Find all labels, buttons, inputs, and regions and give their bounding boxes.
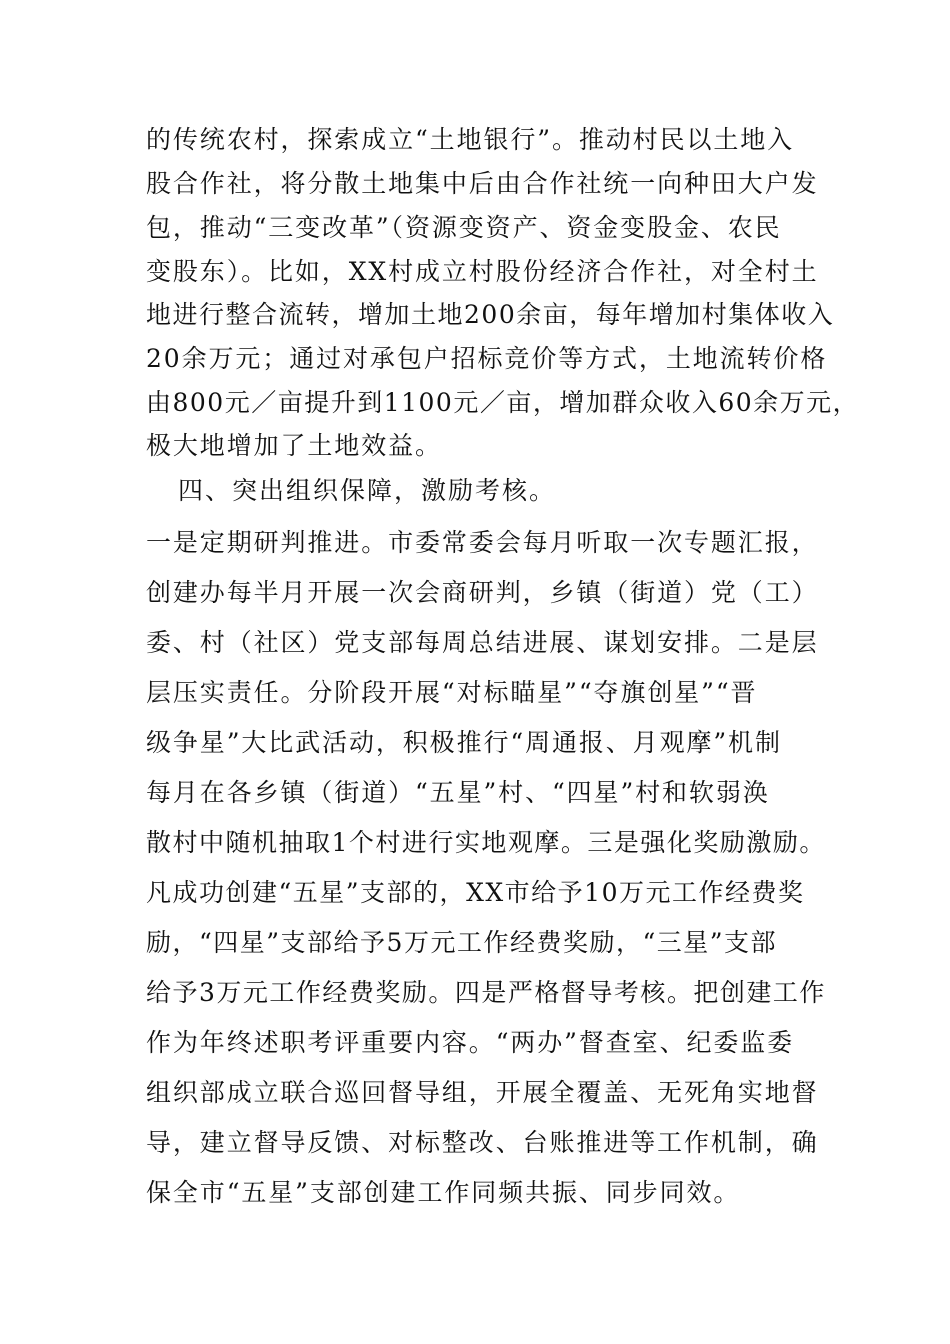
paragraph-line: 创建办每半月开展一次会商研判，乡镇（街道）党（工） xyxy=(146,578,819,607)
paragraph-line: 由800元／亩提升到1100元／亩，增加群众收入60余万元， xyxy=(146,388,860,417)
paragraph-line: 组织部成立联合巡回督导组，开展全覆盖、无死角实地督 xyxy=(146,1078,819,1107)
paragraph-line: 给予3万元工作经费奖励。四是严格督导考核。把创建工作 xyxy=(146,978,826,1007)
paragraph-line: 每月在各乡镇（街道）“五星”村、“四星”村和软弱涣 xyxy=(146,778,770,807)
paragraph-line: 的传统农村，探索成立“土地银行”。推动村民以土地入 xyxy=(146,125,795,154)
paragraph-line: 保全市“五星”支部创建工作同频共振、同步同效。 xyxy=(146,1178,741,1207)
paragraph-line: 20余万元；通过对承包户招标竞价等方式，土地流转价格 xyxy=(146,344,828,373)
paragraph-line: 包，推动“三变改革”（资源变资产、资金变股金、农民 xyxy=(146,213,782,242)
paragraph-line: 层压实责任。分阶段开展“对标瞄星”“夺旗创星”“晋 xyxy=(146,678,758,707)
paragraph-line: 变股东）。比如，XX村成立村股份经济合作社，对全村土 xyxy=(146,257,819,286)
paragraph-line: 一是定期研判推进。市委常委会每月听取一次专题汇报， xyxy=(146,528,819,557)
paragraph-line: 地进行整合流转，增加土地200余亩，每年增加村集体收入 xyxy=(146,300,835,329)
paragraph-line: 委、村（社区）党支部每周总结进展、谋划安排。二是层 xyxy=(146,628,819,657)
paragraph-line: 股合作社，将分散土地集中后由合作社统一向种田大户发 xyxy=(146,169,819,198)
paragraph-line: 散村中随机抽取1个村进行实地观摩。三是强化奖励激励。 xyxy=(146,828,826,857)
section-heading: 四、突出组织保障，激励考核。 xyxy=(178,476,557,505)
paragraph-line: 作为年终述职考评重要内容。“两办”督查室、纪委监委 xyxy=(146,1028,795,1057)
paragraph-line: 级争星”大比武活动，积极推行“周通报、月观摩”机制 xyxy=(146,728,782,757)
paragraph-line: 凡成功创建“五星”支部的，XX市给予10万元工作经费奖 xyxy=(146,878,805,907)
paragraph-line: 励，“四星”支部给予5万元工作经费奖励，“三星”支部 xyxy=(146,928,778,957)
paragraph-line: 极大地增加了土地效益。 xyxy=(146,431,442,460)
paragraph-line: 导，建立督导反馈、对标整改、台账推进等工作机制，确 xyxy=(146,1128,819,1157)
